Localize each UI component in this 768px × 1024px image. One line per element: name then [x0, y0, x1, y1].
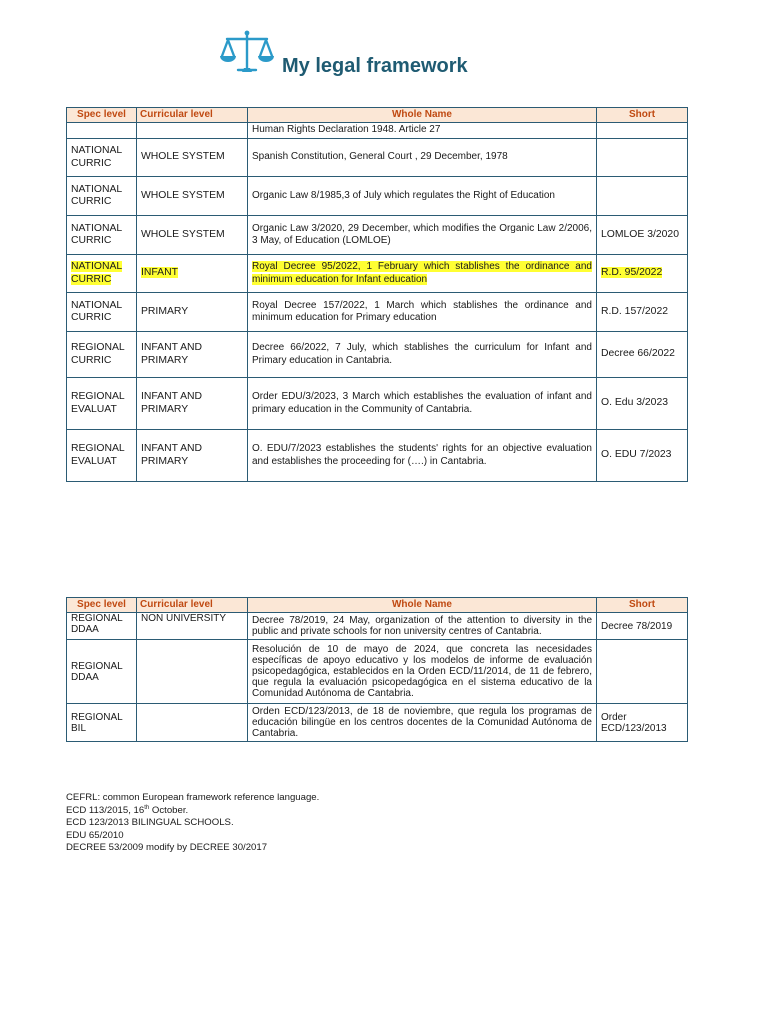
column-header-whole-name: Whole Name: [248, 598, 597, 613]
table-row: [67, 613, 688, 640]
cell-whole-name: Human Rights Declaration 1948. Article 27: [248, 123, 597, 139]
column-header-spec-level: Spec level: [67, 598, 137, 613]
cell-short: [597, 177, 688, 216]
cell-short: [597, 139, 688, 177]
table-row: [67, 293, 688, 332]
note-line: CEFRL: common European framework reference language.: [66, 792, 320, 803]
cell-spec-level: REGIONAL EVALUAT: [67, 430, 137, 482]
note-line: [66, 805, 319, 818]
highlighted-text: NATIONAL CURRIC: [71, 261, 123, 285]
cell-spec-level: NATIONAL CURRIC: [67, 177, 137, 216]
note-line: DECREE 53/2009 modify by DECREE 30/2017: [66, 842, 268, 854]
cell-curricular-level: [137, 255, 248, 293]
column-header-short: Short: [597, 108, 688, 123]
cell-short: [597, 640, 688, 704]
cell-spec-level: REGIONAL EVALUAT: [67, 378, 137, 430]
table-row-highlighted: [67, 255, 688, 293]
cell-short: Decree 66/2022: [597, 332, 688, 378]
cell-short: LOMLOE 3/2020: [597, 216, 688, 255]
table-row: [67, 332, 688, 378]
table-row: [67, 704, 688, 742]
cell-short: Order ECD/123/2013: [597, 704, 688, 742]
cell-curricular-level: [137, 704, 248, 742]
note-text: October.: [149, 804, 189, 816]
note-line: EDU 65/2010: [66, 829, 124, 841]
cell-spec-level: REGIONAL DDAA: [67, 613, 137, 640]
cell-whole-name: Decree 66/2022, 7 July, which stablishes the curriculum for Infant and Primary education in Cantabria.: [248, 332, 597, 378]
cell-short: R.D. 157/2022: [597, 293, 688, 332]
cell-whole-name: Organic Law 8/1985,3 of July which regulates the Right of Education: [248, 177, 597, 216]
cell-curricular-level: WHOLE SYSTEM: [137, 139, 248, 177]
cell-spec-level: REGIONAL DDAA: [67, 640, 137, 704]
cell-curricular-level: [137, 123, 248, 139]
cell-whole-name: Decree 78/2019, 24 May, organization of the attention to diversity in the public and private schools for non university centres of Cantabria.: [248, 613, 597, 640]
cell-spec-level: REGIONAL CURRIC: [67, 332, 137, 378]
cell-whole-name: Royal Decree 157/2022, 1 March which stablishes the ordinance and minimum education for Primary education: [248, 293, 597, 332]
cell-spec-level: NATIONAL CURRIC: [67, 139, 137, 177]
table-row: [67, 430, 688, 482]
highlighted-text: Royal Decree 95/2022, 1 February which stablishes the ordinance and minimum education for Infant education: [252, 261, 592, 285]
column-header-curricular-level: Curricular level: [137, 108, 248, 123]
legal-framework-table: [66, 107, 688, 482]
cell-short: [597, 123, 688, 139]
cell-spec-level: NATIONAL CURRIC: [67, 216, 137, 255]
table-row: [67, 378, 688, 430]
cell-curricular-level: WHOLE SYSTEM: [137, 216, 248, 255]
cell-curricular-level: [137, 640, 248, 704]
cell-curricular-level: WHOLE SYSTEM: [137, 177, 248, 216]
cell-curricular-level: PRIMARY: [137, 293, 248, 332]
column-header-curricular-level: Curricular level: [137, 598, 248, 613]
column-header-spec-level: Spec level: [67, 108, 137, 123]
table-row: [67, 216, 688, 255]
cell-spec-level: [67, 255, 137, 293]
column-header-whole-name: Whole Name: [248, 108, 597, 123]
cell-short: [597, 255, 688, 293]
cell-whole-name: Orden ECD/123/2013, de 18 de noviembre, que regula los programas de educación bilingüe en los centros docentes de la Comunidad Autónoma de Cantabria.: [248, 704, 597, 742]
page-header: [218, 28, 538, 78]
cell-curricular-level: NON UNIVERSITY: [137, 613, 248, 640]
cell-curricular-level: INFANT AND PRIMARY: [137, 430, 248, 482]
cell-whole-name: [248, 255, 597, 293]
cell-whole-name: Spanish Constitution, General Court , 29 December, 1978: [248, 139, 597, 177]
diversity-bilingual-table: [66, 597, 688, 742]
cell-whole-name: Resolución de 10 de mayo de 2024, que concreta las necesidades específicas de apoyo educativo y los modelos de informe de evaluación psicopedagógica, establecidos en la Orden ECD/11/2014, de 11 de febrero, que regula la evaluación psicopedagógica en el sistema educativo de la Comunidad Autónoma de Cantabria.: [248, 640, 597, 704]
superscript: th: [144, 804, 150, 811]
table-row: [67, 123, 688, 139]
cell-spec-level: REGIONAL BIL: [67, 704, 137, 742]
scales-of-justice-icon: [218, 28, 276, 76]
highlighted-text: INFANT: [141, 267, 178, 279]
note-text: ECD 113/2015, 16: [66, 804, 145, 816]
cell-curricular-level: INFANT AND PRIMARY: [137, 378, 248, 430]
note-line: ECD 123/2013 BILINGUAL SCHOOLS.: [66, 817, 234, 829]
cell-spec-level: [67, 123, 137, 139]
cell-whole-name: Organic Law 3/2020, 29 December, which modifies the Organic Law 2/2006, 3 May, of Education (LOMLOE): [248, 216, 597, 255]
cell-short: O. EDU 7/2023: [597, 430, 688, 482]
cell-whole-name: O. EDU/7/2023 establishes the students' rights for an objective evaluation and establishes the proceeding for (….) in Cantabria.: [248, 430, 597, 482]
column-header-short: Short: [597, 598, 688, 613]
cell-whole-name: Order EDU/3/2023, 3 March which establishes the evaluation of infant and primary education in the Community of Cantabria.: [248, 378, 597, 430]
cell-spec-level: NATIONAL CURRIC: [67, 293, 137, 332]
cell-short: O. Edu 3/2023: [597, 378, 688, 430]
cell-short: Decree 78/2019: [597, 613, 688, 640]
highlighted-text: R.D. 95/2022: [601, 267, 663, 279]
table-row: [67, 177, 688, 216]
cell-curricular-level: INFANT AND PRIMARY: [137, 332, 248, 378]
page-title: My legal framework: [282, 55, 468, 77]
notes-section: [66, 792, 319, 855]
table-row: [67, 139, 688, 177]
table-row: [67, 640, 688, 704]
